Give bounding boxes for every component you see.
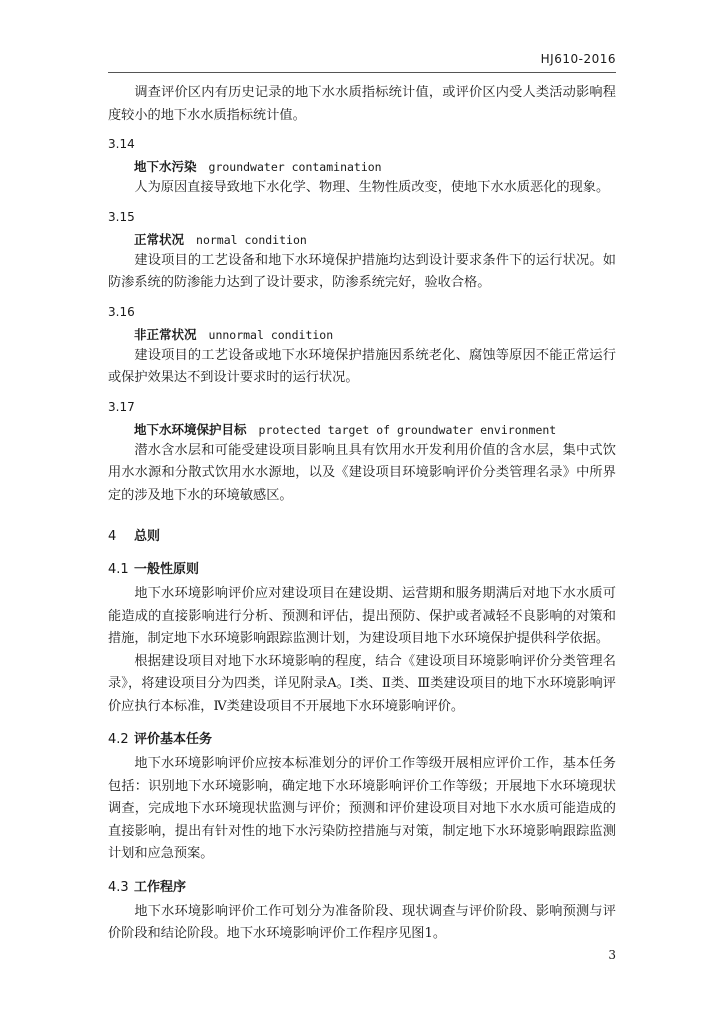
header-rule <box>108 72 616 73</box>
term-definition: 人为原因直接导致地下水化学、物理、生物性质改变，使地下水水质恶化的现象。 <box>134 180 610 195</box>
clause-number: 3.16 <box>108 304 135 319</box>
clause-number: 3.14 <box>108 137 135 151</box>
section-heading-4-3 <box>108 876 616 895</box>
term-definition: 建设项目的工艺设备或地下水环境保护措施因系统老化、腐蚀等原因不能正常运行或保护效果达不到设计要求时的运行状况。 <box>108 347 616 385</box>
section-title: 评价基本任务 <box>134 732 213 747</box>
section-number: 4.2 <box>108 732 129 747</box>
definition-3-16 <box>108 305 616 390</box>
section-title: 总则 <box>134 529 161 544</box>
clause-number: 3.15 <box>108 209 135 224</box>
definition-3-14 <box>108 137 616 200</box>
section-number: 4 <box>108 529 117 544</box>
section-number: 4.1 <box>108 562 129 577</box>
paragraph: 地下水环境影响评价应对建设项目在建设期、运营期和服务期满后对地下水水质可能造成的直接影响进行分析、预测和评估，提出预防、保护或者减轻不良影响的对策和措施，制定地下水环境影响跟踪监测计划，为建设项目地下水环境保护提供科学依据。 <box>108 586 616 646</box>
term-english: protected target of groundwater environment <box>258 422 557 437</box>
term-heading <box>134 325 616 343</box>
term-chinese: 地下水污染 <box>134 159 197 174</box>
section-heading-4-1 <box>108 558 616 577</box>
paragraph: 地下水环境影响评价工作可划分为准备阶段、现状调查与评价阶段、影响预测与评价阶段和结论阶段。地下水环境影响评价工作程序见图1。 <box>108 903 616 941</box>
page-number: 3 <box>608 948 616 962</box>
section-heading-4 <box>108 525 616 544</box>
term-english: groundwater contamination <box>208 160 382 174</box>
section-number: 4.3 <box>108 879 129 895</box>
definition-3-15 <box>108 210 616 295</box>
term-definition: 潜水含水层和可能受建设项目影响且具有饮用水开发利用价值的含水层，集中式饮用水水源和分散式饮用水水源地，以及《建设项目环境影响评价分类管理名录》中所界定的涉及地下水的环境敏感区。 <box>108 442 616 503</box>
section-title: 工作程序 <box>134 879 187 895</box>
clause-number: 3.17 <box>108 399 135 414</box>
term-definition: 建设项目的工艺设备和地下水环境保护措施均达到设计要求条件下的运行状况。如防渗系统的防渗能力达到了设计要求，防渗系统完好，验收合格。 <box>108 252 616 290</box>
definition-3-17 <box>108 400 616 508</box>
term-chinese: 正常状况 <box>134 231 185 247</box>
term-english: unnormal condition <box>208 327 334 342</box>
term-heading <box>134 420 616 438</box>
term-chinese: 非正常状况 <box>134 326 197 342</box>
term-chinese: 地下水环境保护目标 <box>134 421 247 437</box>
term-heading <box>134 230 616 248</box>
definition-lead-paragraph: 调查评价区内有历史记录的地下水水质指标统计值，或评价区内受人类活动影响程度较小的地下水水质指标统计值。 <box>108 85 616 123</box>
standard-code: HJ610-2016 <box>540 52 616 66</box>
section-title: 一般性原则 <box>134 562 200 577</box>
term-english: normal condition <box>196 232 307 247</box>
paragraph: 根据建设项目对地下水环境影响的程度，结合《建设项目环境影响评价分类管理名录》，将建设项目分为四类，详见附录A。Ⅰ类、Ⅱ类、Ⅲ类建设项目的地下水环境影响评价应执行本标准，Ⅳ类建设项目不开展地下水环境影响评价。 <box>108 653 616 714</box>
term-heading <box>134 157 616 175</box>
section-heading-4-2 <box>108 728 616 747</box>
page-content <box>108 82 616 946</box>
paragraph: 地下水环境影响评价应按本标准划分的评价工作等级开展相应评价工作，基本任务包括：识别地下水环境影响，确定地下水环境影响评价工作等级；开展地下水环境现状调查，完成地下水环境现状监测与评价；预测和评价建设项目对地下水水质可能造成的直接影响，提出有针对性的地下水污染防控措施与对策，制定地下水环境影响跟踪监测计划和应急预案。 <box>108 756 616 861</box>
